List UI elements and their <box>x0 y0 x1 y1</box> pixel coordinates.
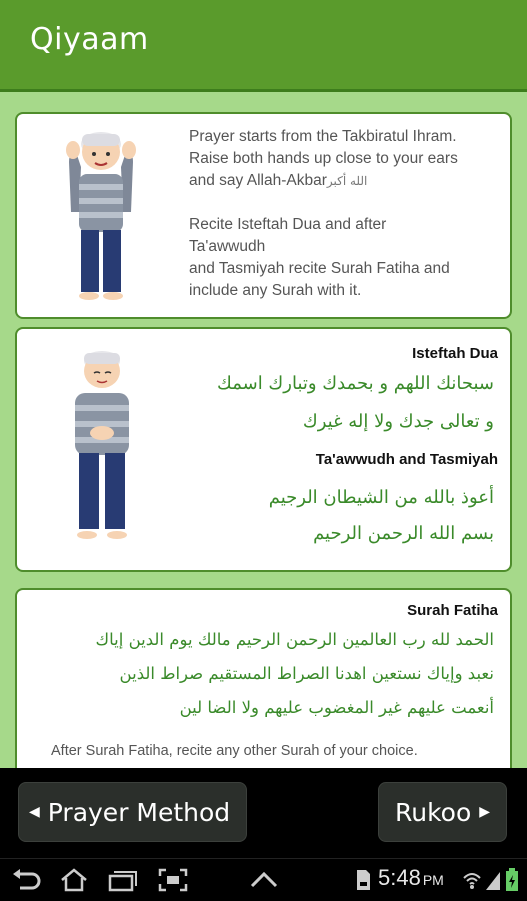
allah-akbar-arabic: الله أكبر <box>326 174 368 188</box>
wifi-icon <box>462 868 482 892</box>
app-bar <box>0 0 527 92</box>
chevron-up-icon[interactable] <box>248 868 280 892</box>
bottom-nav-bar <box>0 768 527 858</box>
home-icon[interactable] <box>58 868 90 892</box>
prev-button[interactable] <box>18 782 247 842</box>
boy-standing-illustration <box>67 349 137 554</box>
boy-hands-raised-illustration <box>61 122 141 307</box>
arabic-line: بسم الله الرحمن الرحيم <box>313 523 494 544</box>
content-area[interactable] <box>0 92 527 768</box>
arabic-line: الحمد لله رب العالمين الرحمن الرحيم مالك يوم الدين إياك <box>95 630 494 649</box>
screenshot-icon[interactable] <box>158 868 188 892</box>
status-clock: 5:48 PM <box>378 865 444 890</box>
recent-apps-icon[interactable] <box>106 868 138 892</box>
text-line: and Tasmiyah recite Surah Fatiha and <box>189 260 450 277</box>
sd-card-icon <box>354 868 372 892</box>
arabic-line: نعبد وإياك نستعين اهدنا الصراط المستقيم صراط الذين <box>119 664 494 683</box>
back-icon[interactable] <box>10 868 42 892</box>
arabic-line: أنعمت عليهم غير المغضوب عليهم ولا الضا لين <box>179 698 494 717</box>
text-line: Raise both hands up close to your ears <box>189 150 458 167</box>
text-line: and say Allah-Akbarالله أكبر <box>189 172 368 189</box>
fatiha-heading: Surah Fatiha <box>407 602 498 619</box>
text-line: Ta'awwudh <box>189 238 266 255</box>
isteftah-card <box>15 327 512 572</box>
chevron-left-icon: ◀ <box>29 804 40 820</box>
battery-icon <box>505 868 519 892</box>
takbir-description <box>189 126 507 302</box>
arabic-line: و تعالى جدك ولا إله غيرك <box>302 411 494 432</box>
next-button-label: Rukoo <box>395 797 472 827</box>
chevron-right-icon: ▶ <box>479 804 491 820</box>
arabic-line: أعوذ بالله من الشيطان الرجيم <box>268 487 494 508</box>
text-line: include any Surah with it. <box>189 282 362 299</box>
takbir-card <box>15 112 512 319</box>
system-bar <box>0 858 527 901</box>
next-button[interactable] <box>378 782 507 842</box>
text-line: Prayer starts from the Takbiratul Ihram. <box>189 128 457 145</box>
taawwudh-heading: Ta'awwudh and Tasmiyah <box>315 451 498 468</box>
fatiha-card <box>15 588 512 768</box>
text-line: Recite Isteftah Dua and after <box>189 216 387 233</box>
fatiha-note: After Surah Fatiha, recite any other Surah of your choice. <box>51 743 418 759</box>
prev-button-label: Prayer Method <box>47 797 231 827</box>
text-line <box>189 192 507 214</box>
signal-icon <box>484 868 502 892</box>
arabic-line: سبحانك اللهم و بحمدك وتبارك اسمك <box>217 373 494 394</box>
page-title: Qiyaam <box>30 22 149 57</box>
isteftah-heading: Isteftah Dua <box>412 345 498 362</box>
